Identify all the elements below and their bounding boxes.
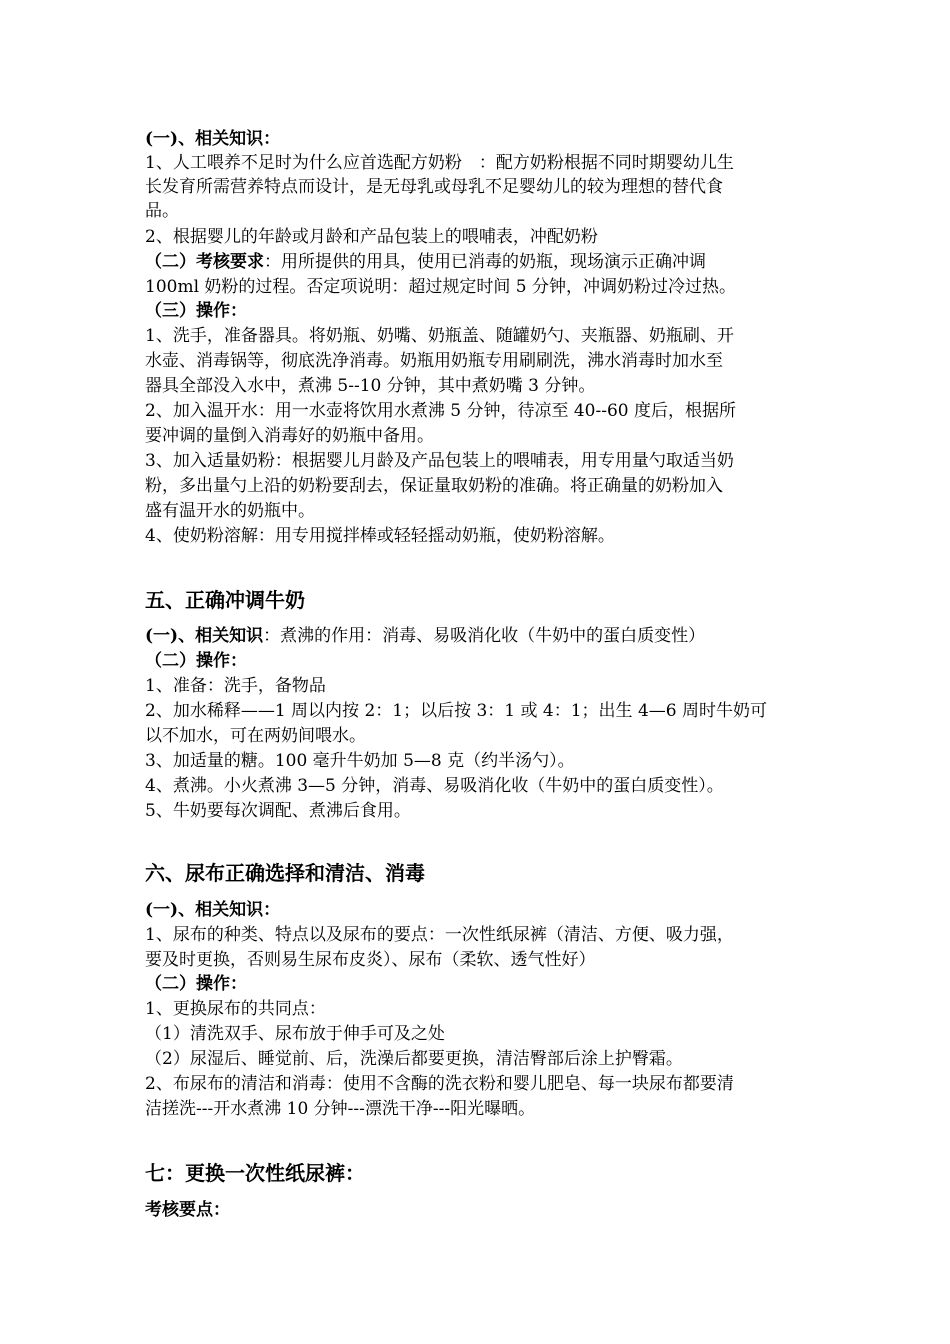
text-line: 3、加入适量奶粉：根据婴儿月龄及产品包装上的喂哺表，用专用量勺取适当奶	[145, 451, 734, 471]
text-line: 4、煮沸。小火煮沸 3—5 分钟，消毒、易吸消化收（牛奶中的蛋白质变性）。	[145, 776, 724, 796]
s5-operation-heading: （二）操作：	[145, 651, 247, 671]
text-line: 水壶、消毒锅等，彻底洗净消毒。奶瓶用奶瓶专用刷刷洗，沸水消毒时加水至	[145, 351, 723, 371]
text-line: 2、布尿布的清洁和消毒：使用不含酶的洗衣粉和婴儿肥皂、每一块尿布都要清	[145, 1074, 734, 1094]
text-line: 1、洗手，准备器具。将奶瓶、奶嘴、奶瓶盖、随罐奶勺、夹瓶器、奶瓶刷、开	[145, 326, 734, 346]
text-line: 2、根据婴儿的年龄或月龄和产品包装上的喂哺表，冲配奶粉	[145, 227, 598, 247]
text-line: 器具全部没入水中，煮沸 5--10 分钟，其中煮奶嘴 3 分钟。	[145, 376, 596, 396]
text-line: 5、牛奶要每次调配、煮沸后食用。	[145, 801, 411, 821]
s7-points-heading: 考核要点：	[145, 1200, 230, 1220]
text-line: 1、尿布的种类、特点以及尿布的要点：一次性纸尿裤（清洁、方便、吸力强，	[145, 925, 734, 945]
text-line: （1）清洗双手、尿布放于伸手可及之处	[145, 1024, 445, 1044]
text-line: 1、更换尿布的共同点：	[145, 999, 326, 1019]
s4-requirement-label: （二）考核要求	[145, 252, 264, 272]
text-line: 要冲调的量倒入消毒好的奶瓶中备用。	[145, 426, 434, 446]
section-heading-7: 七：更换一次性纸尿裤：	[145, 1161, 365, 1185]
s5-knowledge-line	[145, 624, 815, 648]
text-line: 2、加入温开水：用一水壶将饮用水煮沸 5 分钟，待凉至 40--60 度后，根据所	[145, 401, 736, 421]
s4-operation-heading: （三）操作：	[145, 301, 247, 321]
s4-requirement-line	[145, 250, 815, 274]
text-line: 4、使奶粉溶解：用专用搅拌棒或轻轻摇动奶瓶，使奶粉溶解。	[145, 526, 615, 546]
text-line: 要及时更换，否则易生尿布皮炎）、尿布（柔软、透气性好）	[145, 950, 596, 970]
text-line: 粉，多出量勺上沿的奶粉要刮去，保证量取奶粉的准确。将正确量的奶粉加入	[145, 476, 723, 496]
text-line: 长发育所需营养特点而设计，是无母乳或母乳不足婴幼儿的较为理想的替代食	[145, 177, 723, 197]
text-line: （2）尿湿后、睡觉前、后，洗澡后都要更换，清洁臀部后涂上护臀霜。	[145, 1049, 683, 1069]
text-line: 盛有温开水的奶瓶中。	[145, 501, 315, 521]
s4-knowledge-heading: (一)、相关知识：	[145, 129, 281, 149]
text-line: 2、加水稀释——1 周以内按 2：1；以后按 3：1 或 4：1；出生 4—6 周时牛奶可	[145, 701, 767, 721]
text-line: 洁搓洗---开水煮沸 10 分钟---漂洗干净---阳光曝晒。	[145, 1099, 536, 1119]
s5-knowledge-text: ：煮沸的作用：消毒、易吸消化收（牛奶中的蛋白质变性）	[263, 626, 706, 646]
s4-requirement-text: ：用所提供的用具，使用已消毒的奶瓶，现场演示正确冲调	[264, 252, 706, 272]
text-line: 品。	[145, 201, 179, 221]
text-line: 1、人工喂养不足时为什么应首选配方奶粉 ：配方奶粉根据不同时期婴幼儿生	[145, 153, 734, 173]
s6-knowledge-heading: (一)、相关知识：	[145, 900, 281, 920]
s6-operation-heading: （二）操作：	[145, 974, 247, 994]
text-line: 以不加水，可在两奶间喂水。	[145, 726, 366, 746]
text-line: 3、加适量的糖。100 毫升牛奶加 5—8 克（约半汤勺）。	[145, 751, 575, 771]
text-line: 1、准备：洗手，备物品	[145, 676, 326, 696]
section-heading-5: 五、正确冲调牛奶	[145, 588, 305, 612]
s5-knowledge-label: (一)、相关知识	[145, 626, 264, 646]
text-line: 100ml 奶粉的过程。否定项说明：超过规定时间 5 分钟，冲调奶粉过冷过热。	[145, 277, 737, 297]
section-heading-6: 六、尿布正确选择和清洁、消毒	[145, 861, 425, 885]
